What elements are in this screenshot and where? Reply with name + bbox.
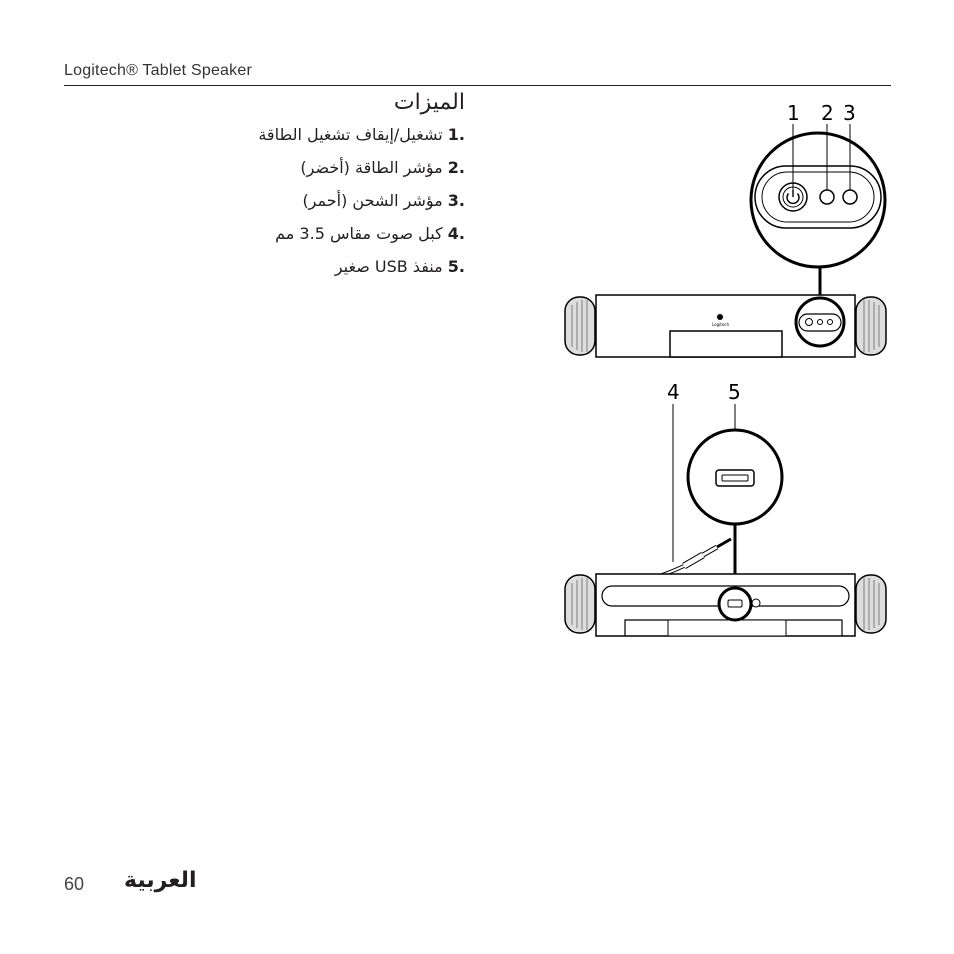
list-item-text: تشغيل/إيقاف تشغيل الطاقة <box>258 125 443 144</box>
callout-1-label: 1 <box>787 101 800 125</box>
logitech-logo-icon <box>717 314 723 320</box>
callout-5-label: 5 <box>728 380 741 404</box>
power-indicator-led <box>820 190 834 204</box>
speaker-illustration <box>550 95 890 645</box>
list-item-text: مؤشر الشحن (أحمر) <box>302 191 443 210</box>
callout-4-label: 4 <box>667 380 680 404</box>
list-item-text: مؤشر الطاقة (أخضر) <box>300 158 443 177</box>
list-item <box>258 188 465 221</box>
list-item-text: منفذ USB صغير <box>334 257 443 276</box>
header-product-name: Logitech® Tablet Speaker <box>64 62 252 79</box>
speaker-top-view <box>565 295 886 357</box>
speaker-back-view <box>565 574 886 636</box>
list-item-number: .4 <box>447 224 465 243</box>
callout-2-label: 2 <box>821 101 834 125</box>
list-item <box>258 221 465 254</box>
feature-list <box>258 122 465 287</box>
list-item <box>258 254 465 287</box>
list-item-number: .1 <box>447 125 465 144</box>
header-divider <box>64 85 891 86</box>
list-item-text: كبل صوت مقاس 3.5 مم <box>275 224 443 243</box>
callout-3-label: 3 <box>843 101 856 125</box>
list-item <box>258 122 465 155</box>
charge-indicator-led <box>843 190 857 204</box>
logo-text: Logitech <box>712 322 730 327</box>
list-item-number: .5 <box>447 257 465 276</box>
list-item-number: .3 <box>447 191 465 210</box>
page-number: 60 <box>64 874 85 894</box>
footer-language: العربية <box>124 868 197 893</box>
section-title: الميزات <box>393 90 465 115</box>
list-item-number: .2 <box>447 158 465 177</box>
list-item <box>258 155 465 188</box>
usb-port-icon <box>716 470 754 486</box>
